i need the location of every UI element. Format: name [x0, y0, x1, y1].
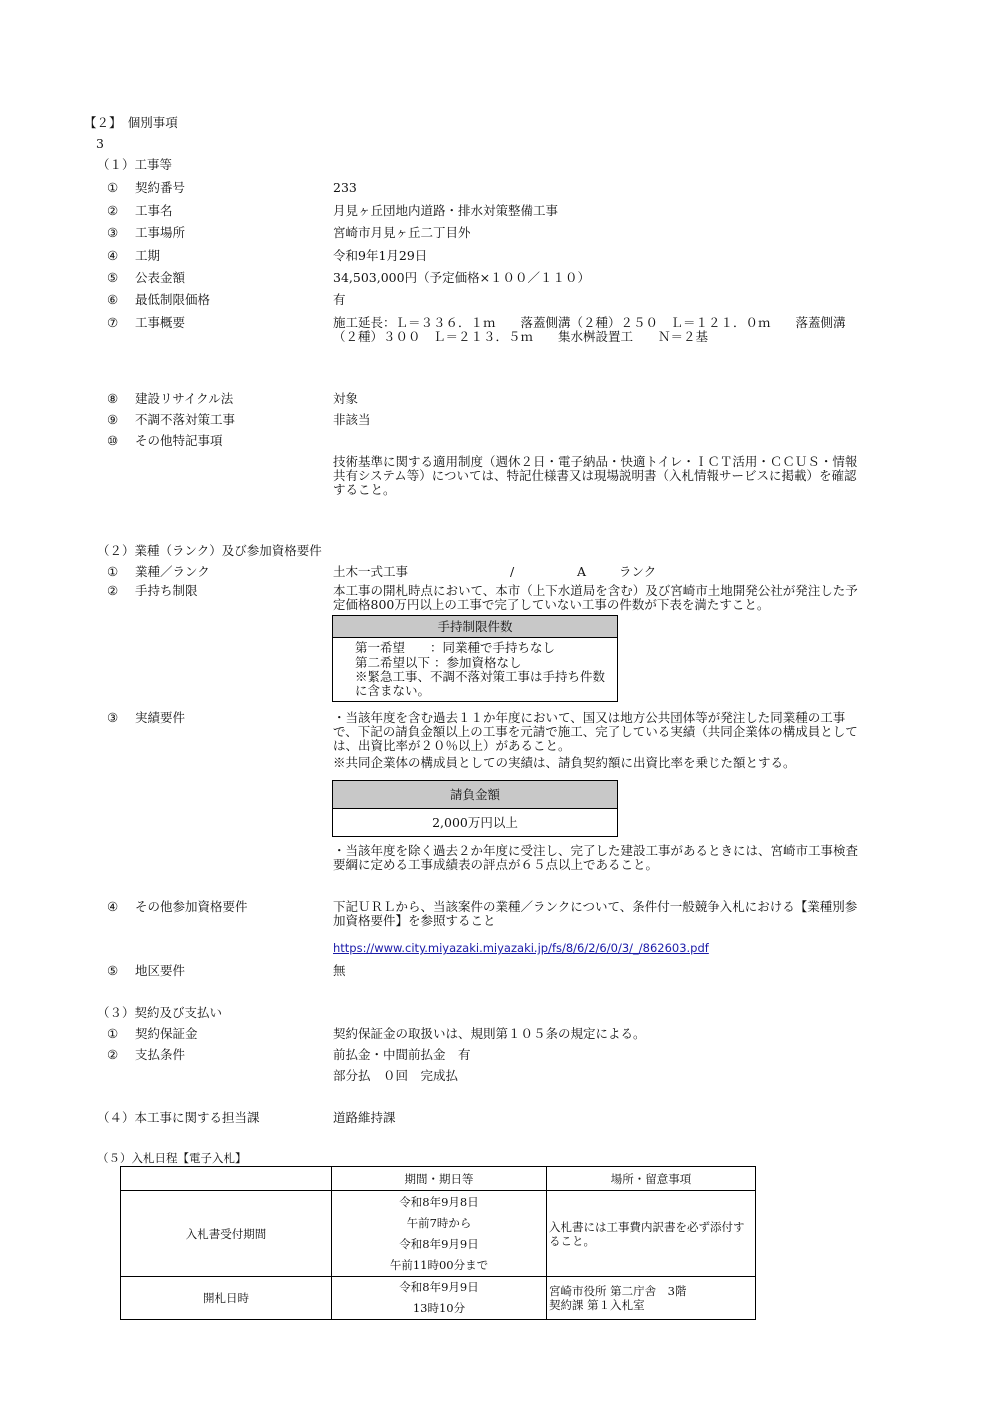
s2-item-no: ② [107, 583, 119, 598]
s1-item-value: 非該当 [333, 412, 371, 427]
s1-item-no: ⑨ [107, 412, 119, 427]
s3-item-no: ① [107, 1026, 119, 1041]
deposit-value: 契約保証金の取扱いは、規則第１０５条の規定による。 [333, 1026, 646, 1041]
s1-item-no: ① [107, 180, 119, 195]
s1-item-no: ⑤ [107, 270, 119, 285]
s1-work-summary: 施工延長：Ｌ＝３３６．１ｍ 落蓋側溝（２種）２５０ Ｌ＝１２１．０ｍ 落蓋側溝（２種）３００ Ｌ＝２１３．５ｍ 集水桝設置工 Ｎ＝２基 [333, 315, 846, 344]
payment-line2: 部分払 ０回 完成払 [333, 1068, 459, 1083]
s1-item-no: ④ [107, 248, 119, 263]
s2-item-label: 地区要件 [135, 963, 186, 978]
s1-item-value: 有 [333, 292, 346, 307]
s2-item-no: ① [107, 564, 119, 579]
s1-heading: （１）工事等 [97, 157, 173, 172]
s1-item-label: 工事概要 [135, 315, 186, 330]
s1-item-value: 宮崎市月見ヶ丘二丁目外 [333, 225, 471, 240]
s5-heading: （５）入札日程【電子入札】 [97, 1151, 247, 1165]
rank-value: A [577, 564, 587, 579]
s1-item-label: その他特記事項 [135, 433, 223, 448]
industry-slash: / [510, 564, 515, 579]
period-line: 午前7時から [406, 1215, 472, 1230]
s1-item-no: ⑧ [107, 391, 119, 406]
contract-amount-head: 請負金額 [333, 781, 617, 809]
s1-item-no: ⑥ [107, 292, 119, 307]
s2-item-label: その他参加資格要件 [135, 899, 248, 914]
s1-special-note: 技術基準に関する適用制度（週休２日・電子納品・快適トイレ・ＩＣＴ活用・ＣＣＵＳ・情報共有システム等）については、特記仕様書又は現場説明書（入札情報サービスに掲載）を確認すること。 [333, 454, 858, 497]
record-req-text1: ・当該年度を含む過去１１か年度において、国又は地方公共団体等が発注した同業種の工事で、下記の請負金額以上の工事を元請で施工、完了している実績（共同企業体の構成員としては、出資比率が２０％以上）があること。 [333, 710, 858, 753]
period-line: 令和8年9月8日 [399, 1194, 479, 1209]
table-corner-cell [121, 1167, 332, 1191]
s2-item-no: ⑤ [107, 963, 119, 978]
holding-limit-head: 手持制限件数 [333, 616, 617, 638]
department-value: 道路維持課 [333, 1110, 396, 1125]
s1-item-value: 月見ヶ丘団地内道路・排水対策整備工事 [333, 203, 559, 218]
s2-item-label: 業種／ランク [135, 564, 210, 579]
s1-item-label: 工事場所 [135, 225, 186, 240]
s4-heading: （４）本工事に関する担当課 [97, 1110, 260, 1125]
rank-suffix: ランク [619, 564, 657, 579]
holding-limit-text: 本工事の開札時点において、本市（上下水道局を含む）及び宮崎市土地開発公社が発注した予定価格800万円以上の工事で完了していない工事の件数が下表を満たすこと。 [333, 583, 858, 612]
row-label: 入札書受付期間 [121, 1191, 332, 1277]
record-req-text2: ※共同企業体の構成員としての実績は、請負契約額に出資比率を乗じた額とする。 [333, 755, 796, 770]
holding-limit-box [332, 615, 618, 702]
s1-item-value: 対象 [333, 391, 359, 406]
s3-item-label: 支払条件 [135, 1047, 186, 1062]
s2-item-no: ③ [107, 710, 119, 725]
row-label: 開札日時 [121, 1277, 332, 1320]
period-line: 13時10分 [412, 1301, 466, 1315]
payment-line1: 前払金・中間前払金 有 [333, 1047, 471, 1062]
s1-item-label: 建設リサイクル法 [135, 391, 234, 406]
period-cell [332, 1277, 547, 1320]
district-req-value: 無 [333, 963, 346, 978]
place-cell [547, 1277, 756, 1320]
s1-item-no: ⑩ [107, 433, 119, 448]
submission-note: 入札書には工事費内訳書を必ず添付すること。 [549, 1219, 745, 1248]
s2-item-no: ④ [107, 899, 119, 914]
s1-item-no: ③ [107, 225, 119, 240]
record-req-text3: ・当該年度を除く過去２か年度に受注し、完了した建設工事があるときには、宮崎市工事検査要綱に定める工事成績表の評点が６５点以上であること。 [333, 843, 859, 872]
s1-item-label: 公表金額 [135, 270, 186, 285]
period-line: 令和8年9月9日 [399, 1236, 479, 1251]
col-place-header: 場所・留意事項 [547, 1167, 756, 1191]
s1-item-no: ⑦ [107, 315, 119, 330]
holding-limit-note: ※緊急工事、不調不落対策工事は手持ち件数に含まない。 [355, 669, 606, 698]
holding-limit-row1: 第一希望 ：同業種で手持ちなし [355, 640, 556, 655]
holding-limit-row2: 第二希望以下 ：参加資格なし [355, 655, 522, 670]
s1-item-label: 最低制限価格 [135, 292, 211, 307]
s1-item-label: 不調不落対策工事 [135, 412, 236, 427]
s1-item-value: 233 [333, 180, 357, 195]
period-cell [332, 1191, 547, 1277]
bid-schedule-table [120, 1166, 756, 1320]
s2-heading: （２）業種（ランク）及び参加資格要件 [97, 543, 322, 558]
place-line: 宮崎市役所 第二庁舎 3階 [549, 1284, 687, 1298]
contract-amount-box [332, 780, 618, 837]
s3-item-no: ② [107, 1047, 119, 1062]
s1-item-value: 令和9年1月29日 [333, 248, 428, 263]
place-line: 契約課 第１入札室 [549, 1298, 645, 1312]
period-line: 令和8年9月9日 [399, 1280, 479, 1294]
note-cell [547, 1191, 756, 1277]
section-title: 【２】 個別事項 [84, 115, 178, 130]
period-line: 午前11時00分まで [389, 1257, 489, 1272]
s3-item-label: 契約保証金 [135, 1026, 198, 1041]
other-req-text: 下記ＵＲＬから、当該案件の業種／ランクについて、条件付一般競争入札における【業種別参加資格要件】を参照すること [333, 899, 858, 928]
industry-type: 土木一式工事 [333, 564, 409, 579]
s2-item-label: 手持ち制限 [135, 583, 198, 598]
col-period-header: 期間・期日等 [332, 1167, 547, 1191]
contract-amount-value: 2,000万円以上 [432, 815, 518, 830]
s2-item-label: 実績要件 [135, 710, 186, 725]
table-row [121, 1167, 756, 1191]
s1-item-no: ② [107, 203, 119, 218]
section-number: 3 [96, 136, 104, 151]
table-row [121, 1191, 756, 1277]
requirements-url-link[interactable]: https://www.city.miyazaki.miyazaki.jp/fs/8/6/2/6/0/3/_/862603.pdf [333, 941, 709, 955]
s3-heading: （３）契約及び支払い [97, 1005, 223, 1020]
s1-item-label: 工期 [135, 248, 161, 263]
s1-item-label: 工事名 [135, 203, 173, 218]
s1-item-value: 34,503,000円（予定価格×１００／１１０） [333, 270, 591, 285]
s1-item-label: 契約番号 [135, 180, 186, 195]
table-row [121, 1277, 756, 1320]
